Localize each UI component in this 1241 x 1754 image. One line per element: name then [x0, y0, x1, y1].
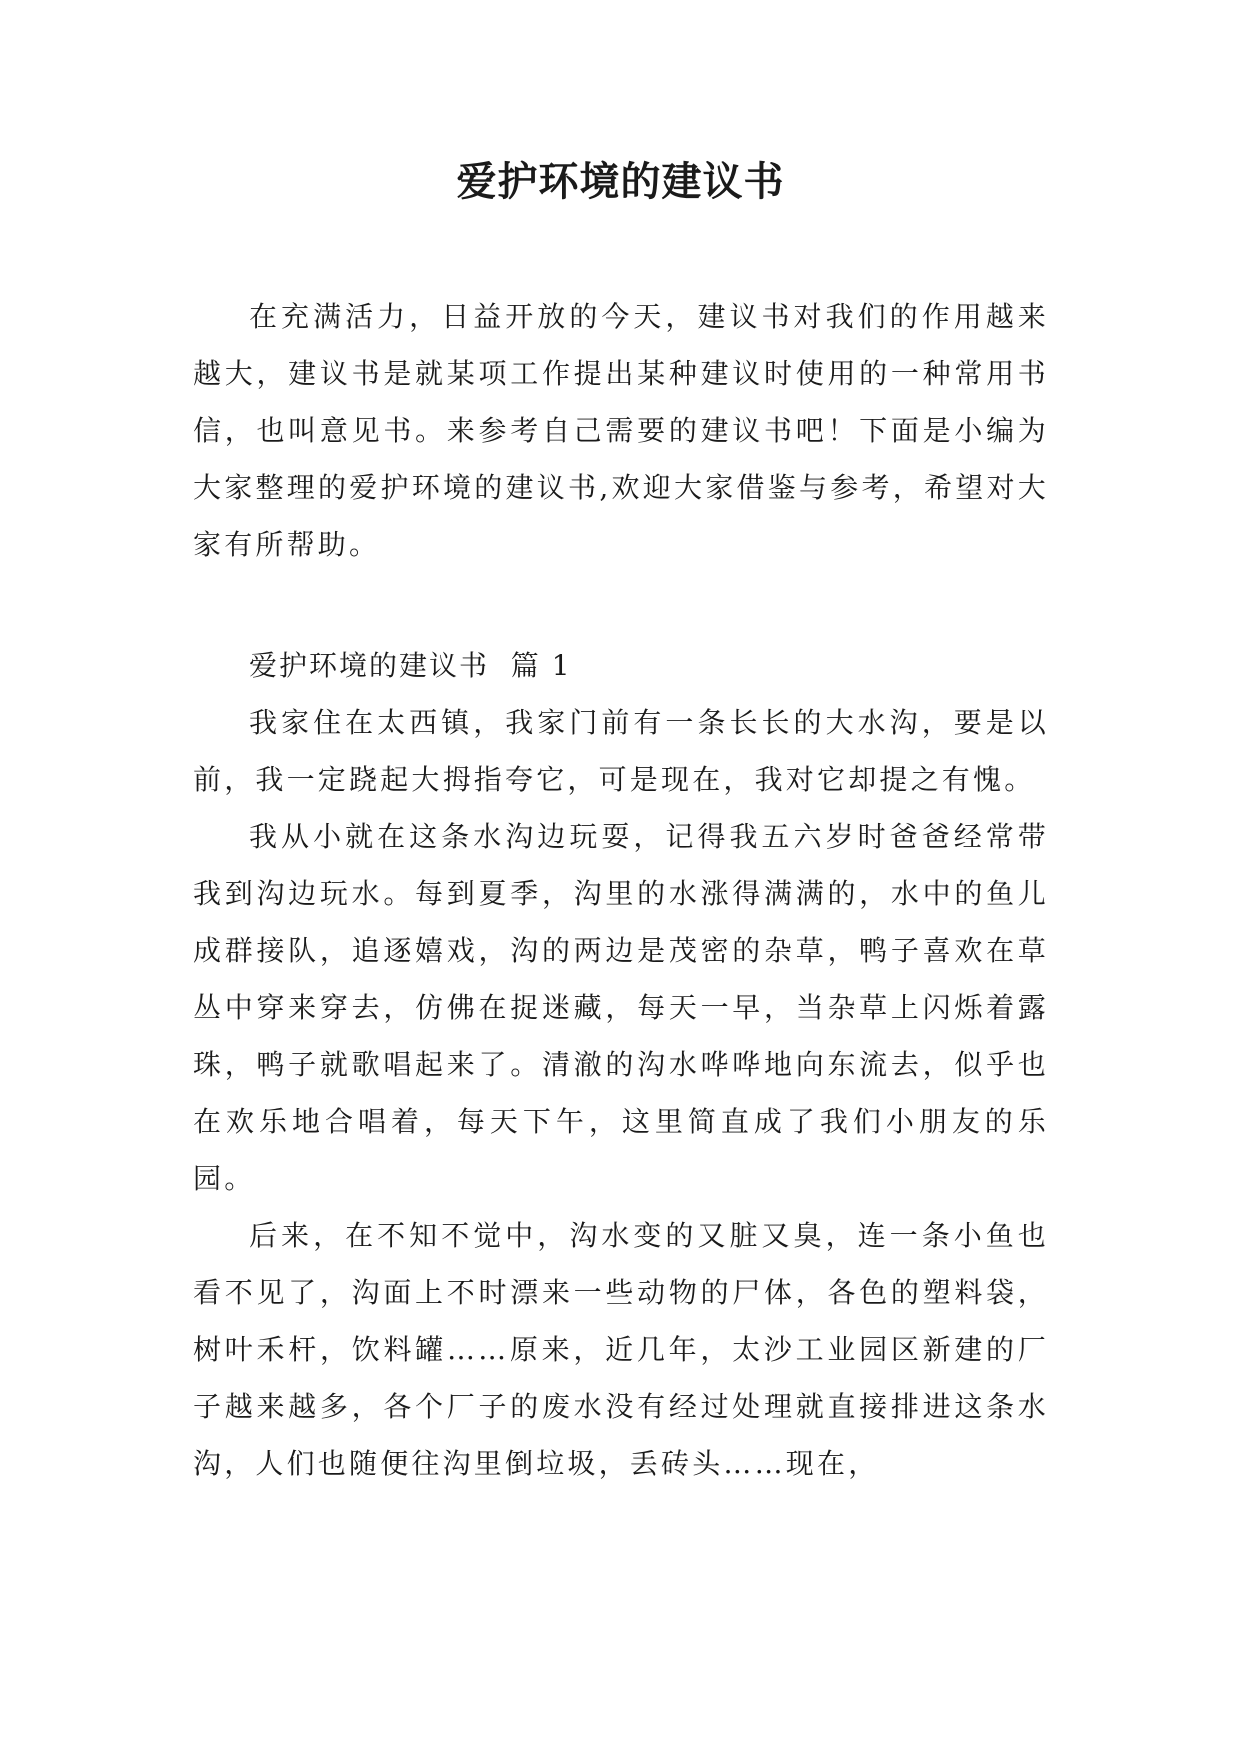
intro-paragraph: 在充满活力，日益开放的今天，建议书对我们的作用越来越大，建议书是就某项工作提出某种建议时使用的一种常用书信，也叫意见书。来参考自己需要的建议书吧！下面是小编为大家整理的爱护环境的建议书,欢迎大家借鉴与参考，希望对大家有所帮助。 — [193, 300, 1049, 561]
body-paragraph: 我家住在太西镇，我家门前有一条长长的大水沟，要是以前，我一定跷起大拇指夸它，可是现在，我对它却提之有愧。 — [193, 706, 1049, 796]
intro-block — [193, 288, 1049, 573]
section-block — [193, 637, 1049, 1492]
body-paragraph: 我从小就在这条水沟边玩耍，记得我五六岁时爸爸经常带我到沟边玩水。每到夏季，沟里的水涨得满满的，水中的鱼儿成群接队，追逐嬉戏，沟的两边是茂密的杂草，鸭子喜欢在草丛中穿来穿去，仿佛在捉迷藏，每天一早，当杂草上闪烁着露珠，鸭子就歌唱起来了。清澈的沟水哗哗地向东流去，似乎也在欢乐地合唱着，每天下午，这里简直成了我们小朋友的乐园。 — [193, 820, 1049, 1195]
section-heading: 爱护环境的建议书 篇 1 — [249, 649, 572, 682]
body-paragraph: 后来，在不知不觉中，沟水变的又脏又臭，连一条小鱼也看不见了，沟面上不时漂来一些动物的尸体，各色的塑料袋，树叶禾杆，饮料罐……原来，近几年，太沙工业园区新建的厂子越来越多，各个厂子的废水没有经过处理就直接排进这条水沟，人们也随便往沟里倒垃圾，丢砖头……现在， — [193, 1219, 1049, 1480]
document-title: 爱护环境的建议书 — [456, 158, 785, 205]
